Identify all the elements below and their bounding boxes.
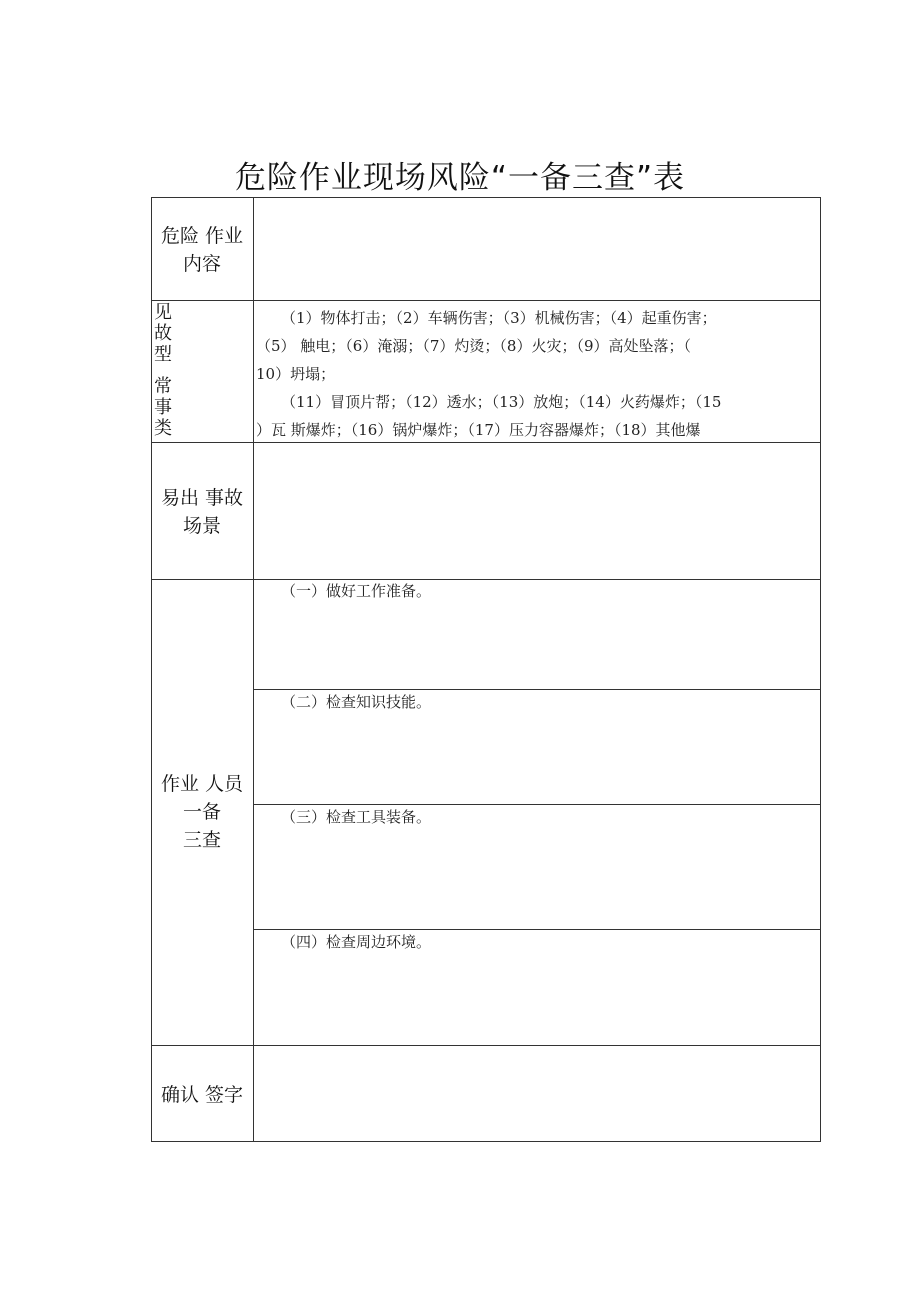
accident-scene-value-cell[interactable] xyxy=(254,443,820,579)
text-line: （1）物体打击；（2）车辆伤害；（3）机械伤害；（4）起重伤害； xyxy=(281,309,717,327)
check-item-prepare: （一）做好工作准备。 xyxy=(281,582,432,600)
sub-row-divider xyxy=(253,689,821,690)
confirm-signature-label: 确认 签字 xyxy=(160,1084,244,1106)
accident-type-label-upper xyxy=(154,302,176,365)
one-prep-three-checks-label: 作业 人员 一备 三查 xyxy=(160,773,244,851)
accident-scene-label: 易出 事故 场景 xyxy=(160,487,244,537)
label-char: 故 xyxy=(154,323,172,344)
sub-row-divider xyxy=(253,804,821,805)
sub-row-divider xyxy=(253,929,821,930)
text-line: ）瓦 斯爆炸；（16）锅炉爆炸；（17）压力容器爆炸；（18）其他爆 xyxy=(256,421,701,439)
accident-types-text xyxy=(256,304,821,444)
text-line: （11）冒顶片帮；（12）透水；（13）放炮；（14）火药爆炸；（15 xyxy=(281,393,722,411)
label-char: 类 xyxy=(154,418,172,439)
text-line: 10）坍塌； xyxy=(256,365,336,383)
accident-type-label-lower xyxy=(154,376,176,439)
column-divider xyxy=(253,197,254,1142)
check-item-tools: （三）检查工具装备。 xyxy=(281,808,432,826)
label-char: 见 xyxy=(154,302,172,323)
text-line: （5） 触电；（6）淹溺；（7）灼烫；（8）火灾；（9）高处坠落；（ xyxy=(256,337,691,355)
label-char: 事 xyxy=(154,397,172,418)
page-title: 危险作业现场风险“一备三查”表 xyxy=(234,160,686,196)
work-content-value-cell[interactable] xyxy=(254,198,820,300)
row-divider xyxy=(151,300,821,301)
signature-cell[interactable] xyxy=(254,1046,820,1141)
check-item-skills: （二）检查知识技能。 xyxy=(281,693,432,711)
work-content-label: 危险 作业 内容 xyxy=(160,225,244,275)
row-divider xyxy=(151,579,821,580)
label-char: 型 xyxy=(154,344,172,365)
check-item-environment: （四）检查周边环境。 xyxy=(281,933,432,951)
label-char: 常 xyxy=(154,376,172,397)
